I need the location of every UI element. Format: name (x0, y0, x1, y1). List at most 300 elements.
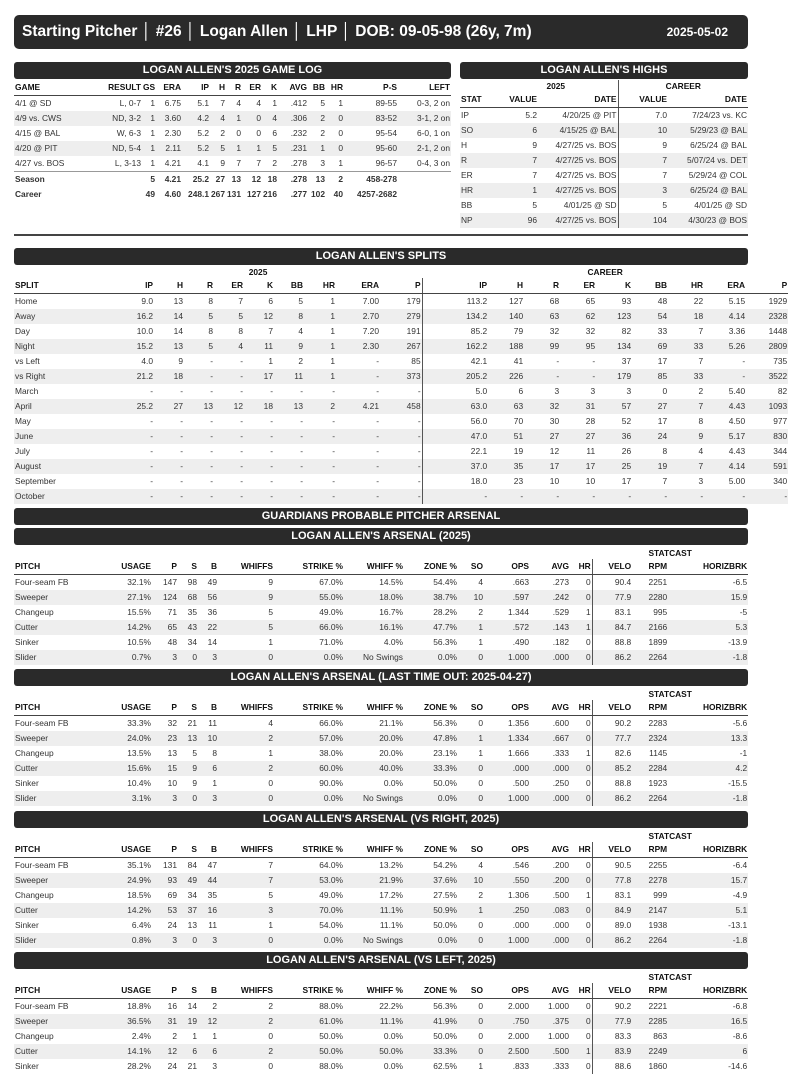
column-header: ERA (704, 278, 746, 294)
table-cell: 0 (256, 128, 261, 138)
splits-title: LOGAN ALLEN'S SPLITS (14, 248, 748, 265)
table-cell: 17 (524, 459, 560, 474)
table-cell: No Swings (344, 650, 404, 665)
table-cell: 37.6% (404, 873, 458, 888)
column-header: VALUE (618, 92, 668, 108)
table-cell: - (94, 489, 154, 504)
totals-row (14, 187, 451, 202)
table-cell: 1 (142, 111, 156, 126)
table-cell: - (270, 476, 273, 486)
table-cell: 21.1% (379, 718, 403, 728)
table-cell: 134 (596, 339, 632, 354)
table-cell: May (15, 416, 31, 426)
table-cell: 0 (242, 111, 262, 126)
arsenal-title: LOGAN ALLEN'S ARSENAL (VS RIGHT, 2025) (14, 811, 748, 828)
table-row (14, 384, 788, 399)
table-cell: 84.7 (592, 620, 632, 635)
table-cell: 95-60 (344, 141, 398, 156)
table-cell: 4/27/25 vs. BOS (538, 153, 618, 168)
table-cell: Sweeper (14, 731, 104, 746)
table-cell: 36 (207, 607, 217, 617)
table-cell: 0.0% (404, 791, 458, 806)
table-cell: Four-seam FB (15, 860, 69, 870)
table-cell: 17 (657, 356, 668, 366)
table-cell: - (150, 476, 153, 486)
table-cell: 47 (207, 860, 217, 870)
table-cell: 16 (198, 903, 218, 918)
table-cell: 85.2 (592, 761, 632, 776)
pitcher-title: Starting Pitcher │ #26 │ Logan Allen │ LHP │ DOB: 09-05-98 (26y, 7m) (22, 23, 532, 40)
table-cell: 96-57 (375, 158, 397, 168)
column-header: VALUE (494, 92, 538, 108)
column-header: DATE (538, 92, 618, 108)
table-cell: 1.306 (508, 890, 529, 900)
table-row (460, 153, 748, 168)
table-cell: 77.8 (592, 873, 632, 888)
table-cell: - (210, 386, 213, 396)
column-header: S (178, 559, 198, 575)
table-row (14, 731, 748, 746)
table-row (14, 444, 788, 459)
table-cell: 0 (662, 386, 668, 396)
table-cell: .273 (552, 577, 569, 587)
table-cell: 33 (668, 369, 704, 384)
table-cell: - (376, 446, 379, 456)
table-cell: 56.0 (422, 414, 488, 429)
table-cell: 35.1% (127, 860, 151, 870)
table-cell: 23.1% (433, 748, 457, 758)
column-header: SPLIT (14, 278, 94, 294)
spacer (14, 547, 592, 559)
table-cell: Cutter (14, 620, 104, 635)
table-cell: 22 (693, 296, 704, 306)
table-cell: 999 (653, 890, 668, 900)
table-cell: 1923 (648, 778, 668, 788)
column-header: AVG (278, 80, 308, 96)
table-cell: - (270, 416, 273, 426)
column-header: WHIFF % (344, 842, 404, 858)
table-cell: .242 (530, 590, 570, 605)
table-cell: 205.2 (422, 369, 488, 384)
table-cell: 7 (268, 860, 273, 870)
table-cell: 2264 (632, 933, 668, 948)
table-cell: 3 (152, 933, 178, 948)
table-cell: - (632, 489, 668, 504)
table-cell: 9 (218, 590, 274, 605)
table-cell: 2285 (632, 1014, 668, 1029)
table-cell: 54.4% (433, 577, 457, 587)
table-cell: - (746, 489, 788, 504)
table-row (14, 429, 788, 444)
column-header: P (152, 700, 178, 716)
table-cell: 0-4, 3 on (416, 158, 450, 168)
table-cell: 104 (618, 213, 668, 228)
column-header: S (178, 983, 198, 999)
table-cell: IP (461, 110, 469, 120)
table-cell: 1 (304, 309, 336, 324)
column-header: HR (668, 278, 704, 294)
table-cell: 4.21 (164, 158, 181, 168)
table-cell: 13 (308, 172, 326, 188)
column-header: B (198, 700, 218, 716)
table-cell: 11 (208, 920, 217, 930)
table-cell: 11.1% (344, 1014, 404, 1029)
table-cell: 88.0% (319, 1061, 343, 1071)
table-row (14, 414, 788, 429)
table-cell: 0 (458, 1044, 484, 1059)
table-cell: ER (461, 170, 473, 180)
table-cell: 89-55 (375, 98, 397, 108)
column-header: WHIFFS (218, 700, 274, 716)
table-cell: 11.1% (379, 920, 403, 930)
table-row (460, 108, 748, 124)
column-header: SO (458, 700, 484, 716)
table-cell: 267 (210, 187, 226, 202)
table-cell: 47.7% (404, 620, 458, 635)
table-cell: 3.60 (156, 111, 182, 126)
table-cell: 2166 (632, 620, 668, 635)
table-cell: 34 (187, 637, 197, 647)
table-row (14, 1044, 748, 1059)
table-cell: 14 (173, 326, 183, 336)
arsenal-title: LOGAN ALLEN'S ARSENAL (LAST TIME OUT: 2025-04-27) (14, 669, 748, 686)
table-cell: March (15, 386, 39, 396)
table-row (14, 369, 788, 384)
table-cell: 33.3% (404, 1044, 458, 1059)
table-cell: Away (14, 309, 94, 324)
table-cell: .000 (484, 761, 530, 776)
table-cell: Cutter (14, 903, 104, 918)
column-header: K (244, 278, 274, 294)
table-cell: 50.0% (344, 1044, 404, 1059)
table-cell: 5 (532, 200, 537, 210)
table-cell: 1.666 (508, 748, 529, 758)
table-cell: 9 (618, 138, 668, 153)
table-cell: 14.1% (104, 1044, 152, 1059)
table-cell: 93 (621, 296, 632, 306)
column-header: R (226, 80, 242, 96)
table-cell: 8 (274, 309, 304, 324)
table-cell: - (668, 489, 704, 504)
table-cell: 65 (152, 620, 178, 635)
table-cell: - (380, 459, 422, 474)
table-cell: 0 (178, 650, 198, 665)
column-header: ERA (336, 278, 380, 294)
table-cell (84, 187, 142, 202)
table-cell: 4.0% (383, 637, 403, 647)
table-cell: 1.000 (484, 791, 530, 806)
table-cell: Changeup (15, 607, 54, 617)
table-cell: 5.00 (728, 476, 746, 486)
column-header: VELO (592, 700, 632, 716)
table-cell: 5.40 (728, 386, 746, 396)
table-cell: 21 (187, 1061, 197, 1071)
column-header: HR (570, 842, 592, 858)
column-header: R (524, 278, 560, 294)
table-cell: 28.2% (127, 1061, 151, 1071)
table-cell: 70 (513, 416, 524, 426)
table-cell: 25.2 (94, 399, 154, 414)
table-cell: 0 (586, 637, 591, 647)
table-cell: 66.0% (274, 620, 344, 635)
table-cell: 147 (163, 577, 177, 587)
table-cell: 6 (518, 386, 524, 396)
table-cell: 131 (163, 860, 177, 870)
table-cell: 3.36 (728, 326, 746, 336)
table-cell: 54.0% (319, 920, 343, 930)
table-cell: 4/1 @ SD (15, 98, 52, 108)
column-header: ER (242, 80, 262, 96)
table-cell: 50.0% (433, 920, 457, 930)
table-row (14, 776, 748, 791)
table-cell: 89.0 (592, 918, 632, 933)
table-cell: 18.8% (127, 1001, 151, 1011)
table-row (14, 650, 748, 665)
table-cell: 4.60 (156, 187, 182, 202)
table-cell: 13 (184, 399, 214, 414)
table-cell: 1 (478, 637, 483, 647)
column-header: AVG (530, 559, 570, 575)
table-row (14, 1029, 748, 1044)
table-cell: 99 (524, 339, 560, 354)
table-cell: 54 (632, 309, 668, 324)
table-cell: 16.5 (668, 1014, 748, 1029)
table-cell: 50.0% (274, 1044, 344, 1059)
table-cell: 0 (458, 761, 484, 776)
table-cell: 4.14 (704, 309, 746, 324)
table-cell: 8 (208, 296, 213, 306)
table-cell: 40 (326, 187, 344, 202)
table-cell: 8 (662, 446, 668, 456)
table-cell: 27.1% (104, 590, 152, 605)
table-cell: 5 (192, 748, 197, 758)
table-cell: 9.0 (141, 296, 153, 306)
arsenal-table (14, 971, 748, 1074)
statcast-label: STATCAST (648, 972, 692, 982)
table-cell: 2 (320, 128, 325, 138)
table-cell: 279 (380, 309, 422, 324)
table-cell: .250 (484, 903, 530, 918)
column-header: HORIZBRK (668, 700, 748, 716)
table-cell: 1 (478, 1061, 483, 1071)
table-cell: 1 (268, 637, 273, 647)
table-cell: 24 (167, 920, 177, 930)
table-cell: .546 (512, 860, 529, 870)
table-cell: 48 (167, 637, 177, 647)
table-cell: .597 (484, 590, 530, 605)
table-cell: 3 (198, 791, 218, 806)
column-header: OPS (484, 842, 530, 858)
table-cell: 50.9% (404, 903, 458, 918)
table-row (14, 791, 748, 806)
column-header: B (198, 983, 218, 999)
statcast-label: STATCAST (648, 689, 692, 699)
table-cell: .667 (530, 731, 570, 746)
table-cell: 5.2 (197, 128, 209, 138)
table-cell: -15.5 (728, 778, 748, 788)
table-cell: 10 (167, 778, 177, 788)
table-cell: 19 (632, 459, 668, 474)
table-cell: 6-0, 1 on (416, 128, 450, 138)
table-cell: 7 (238, 296, 243, 306)
table-cell: - (210, 446, 213, 456)
table-row (460, 168, 748, 183)
table-cell: 83.9 (592, 1044, 632, 1059)
table-cell: - (332, 386, 335, 396)
table-cell: 1 (570, 1044, 592, 1059)
column-header: USAGE (104, 700, 152, 716)
arsenal-table (14, 688, 748, 806)
table-cell: 5 (268, 607, 273, 617)
table-cell: 1 (192, 1031, 197, 1041)
table-row (14, 605, 748, 620)
table-cell: No Swings (344, 933, 404, 948)
table-cell: - (560, 489, 596, 504)
table-cell: 36 (596, 429, 632, 444)
table-cell: 5 (184, 339, 214, 354)
table-cell: 62.5% (433, 1061, 457, 1071)
table-cell: 77.7 (592, 731, 632, 746)
table-cell: Career (14, 187, 84, 202)
table-cell: July (15, 446, 30, 456)
table-cell: 977 (773, 416, 788, 426)
column-header: K (596, 278, 632, 294)
table-cell: 5.0 (422, 384, 488, 399)
table-cell: 20.0% (344, 731, 404, 746)
table-cell: 2.11 (156, 141, 182, 156)
table-cell: 0.0% (383, 778, 403, 788)
table-row (14, 635, 748, 650)
table-cell: 1 (330, 296, 335, 306)
table-cell (398, 172, 451, 188)
table-cell: 591 (746, 459, 788, 474)
table-cell: 34 (187, 890, 197, 900)
table-row (14, 339, 788, 354)
table-cell: 86.2 (592, 650, 632, 665)
table-cell: 57 (596, 399, 632, 414)
table-cell: 863 (653, 1031, 668, 1041)
table-cell: 1 (142, 141, 156, 156)
table-cell: 4 (236, 98, 241, 108)
table-cell: 4/27/25 vs. BOS (538, 183, 618, 198)
table-cell: - (240, 476, 243, 486)
table-cell: 13.2% (379, 860, 403, 870)
table-cell: 3 (198, 933, 218, 948)
table-cell: 4.43 (728, 446, 746, 456)
table-cell: 8 (208, 326, 213, 336)
table-cell: - (240, 356, 243, 366)
table-cell: Night (14, 339, 94, 354)
table-cell: 10 (458, 873, 484, 888)
column-header: AVG (530, 983, 570, 999)
table-cell: 0 (586, 1001, 591, 1011)
table-cell: 17 (657, 416, 668, 426)
table-cell: 20.0% (379, 748, 403, 758)
table-cell: - (270, 446, 273, 456)
table-cell: 24.9% (104, 873, 152, 888)
table-cell: 2 (268, 1001, 273, 1011)
spacer (460, 80, 494, 92)
table-cell: 3 (698, 476, 704, 486)
table-cell: 1 (268, 920, 273, 930)
table-cell: 1 (570, 620, 592, 635)
table-cell: 1 (330, 326, 335, 336)
table-cell: 0 (178, 791, 198, 806)
table-cell: - (210, 476, 213, 486)
table-cell: 69 (167, 890, 177, 900)
table-cell: 5.2 (182, 141, 210, 156)
table-cell: 1 (494, 183, 538, 198)
table-cell: - (596, 489, 632, 504)
column-header: GAME (14, 80, 84, 96)
table-cell: 68 (549, 296, 560, 306)
table-cell: - (417, 416, 421, 426)
table-cell: 0 (570, 873, 592, 888)
table-cell: 27 (632, 399, 668, 414)
table-cell: - (154, 489, 184, 504)
table-cell: 11 (586, 446, 596, 456)
table-cell: 0.0% (404, 650, 458, 665)
table-cell: 0 (338, 128, 343, 138)
table-cell: 35 (488, 459, 524, 474)
table-cell: .412 (290, 98, 307, 108)
table-row (14, 746, 748, 761)
table-cell: 18.5% (127, 890, 151, 900)
table-cell: 9 (274, 339, 304, 354)
table-cell: 0 (586, 577, 591, 587)
table-cell: 1 (458, 731, 484, 746)
table-cell: Sinker (15, 920, 39, 930)
table-cell: 10 (198, 731, 218, 746)
table-cell: 0.0% (274, 650, 344, 665)
table-cell: - (180, 386, 183, 396)
table-cell: 5 (268, 890, 273, 900)
column-header: STRIKE % (274, 983, 344, 999)
table-cell: 4 (298, 326, 303, 336)
table-cell: 2.70 (336, 309, 380, 324)
table-cell: 4.14 (704, 459, 746, 474)
table-cell: 50.0% (319, 1031, 343, 1041)
table-cell: 6 (268, 296, 273, 306)
table-cell: 12 (242, 172, 262, 188)
table-cell: 53.0% (274, 873, 344, 888)
table-cell: 13 (173, 296, 183, 306)
table-cell: 85 (632, 369, 668, 384)
table-cell: -13.1 (728, 920, 748, 930)
column-header: OPS (484, 700, 530, 716)
table-cell: 15.7 (668, 873, 748, 888)
table-cell: - (150, 446, 153, 456)
table-cell: 9 (220, 158, 225, 168)
column-header: USAGE (104, 842, 152, 858)
table-cell: Sweeper (14, 873, 104, 888)
table-cell: 0-3, 2 on (416, 98, 450, 108)
table-row (14, 324, 788, 339)
table-cell: 63 (488, 399, 524, 414)
table-cell: 2809 (746, 339, 788, 354)
table-cell: - (300, 476, 303, 486)
table-row (14, 111, 451, 126)
table-cell: 340 (773, 476, 788, 486)
table-cell: Four-seam FB (15, 718, 69, 728)
column-header: WHIFF % (344, 983, 404, 999)
table-cell: 50.0% (433, 1031, 457, 1041)
table-cell: .083 (530, 903, 570, 918)
table-cell: 10.5% (127, 637, 151, 647)
table-cell: 4 (698, 446, 704, 456)
table-cell: - (180, 416, 183, 426)
table-cell: 1 (272, 98, 277, 108)
